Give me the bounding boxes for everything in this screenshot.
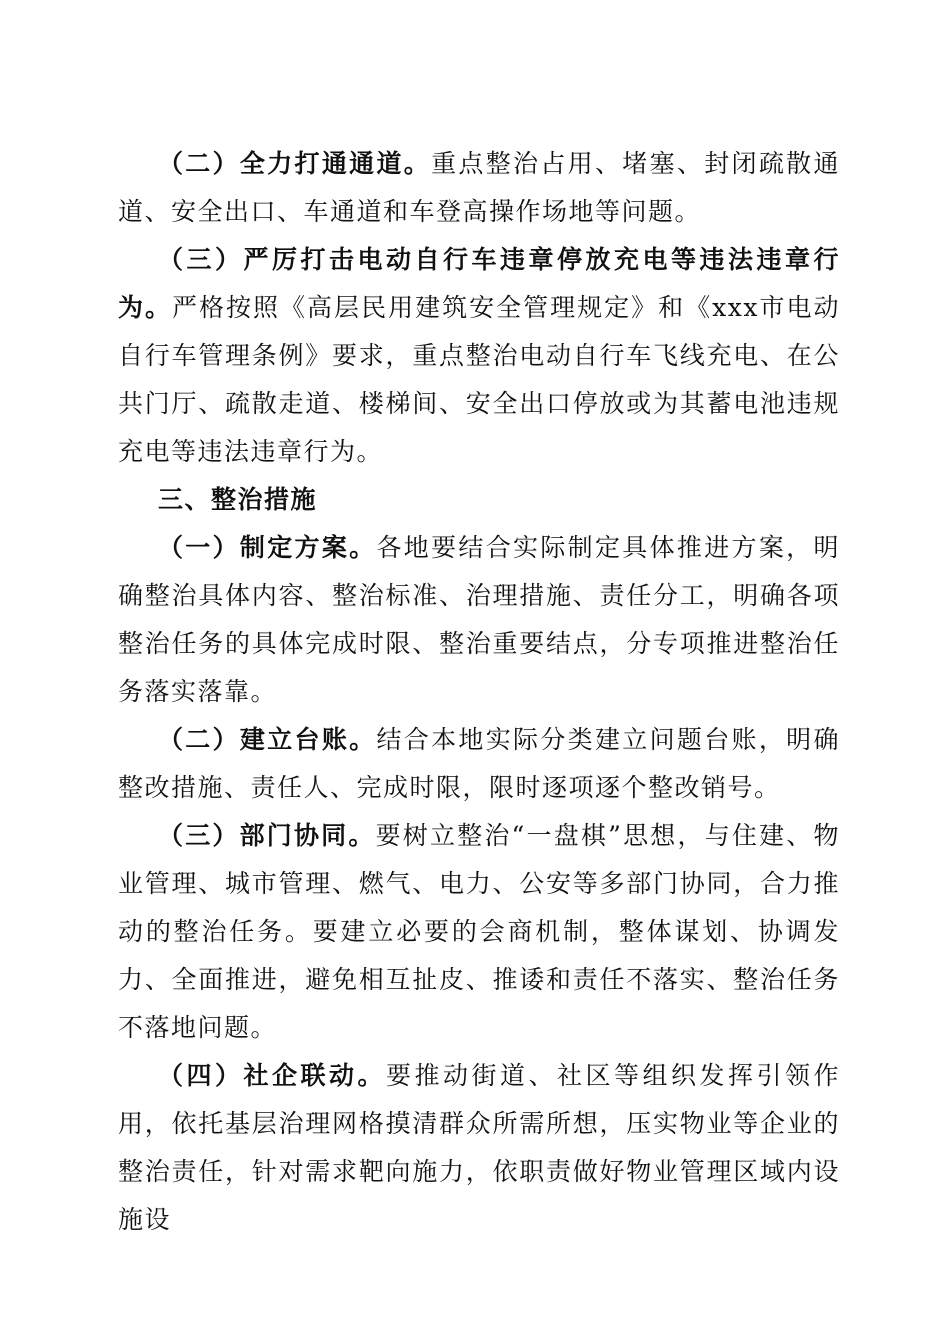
paragraph-text: 重点整治占用、堵塞、封闭疏散通道、安全出口、车通道和车登高操作场地等问题。 [118, 149, 840, 226]
paragraph-text: 严格按照《高层民用建筑安全管理规定》和《xxx市电动自行车管理条例》要求，重点整治电动自行车飞线充电、在公共门厅、疏散走道、楼梯间、安全出口停放或为其蓄电池违规充电等违法违章行为。 [118, 293, 840, 466]
measure-ledger [118, 716, 840, 812]
measure-community-linkage [118, 1052, 840, 1244]
measure-lead: （四）社企联动。 [158, 1061, 386, 1090]
measure-lead: （三）部门协同。 [158, 821, 376, 850]
paragraph-ebike-violations [118, 236, 840, 476]
paragraph-clear-passages [118, 140, 840, 236]
measure-text: 结合本地实际分类建立问题台账，明确整改措施、责任人、完成时限，限时逐项逐个整改销号。 [118, 725, 840, 802]
measure-lead: （二）建立台账。 [158, 725, 377, 754]
paragraph-lead: （二）全力打通通道。 [158, 149, 432, 178]
measure-text: 要推动街道、社区等组织发挥引领作用，依托基层治理网格摸清群众所需所想，压实物业等企业的整治责任，针对需求靶向施力，依职责做好物业管理区域内设施设 [118, 1061, 840, 1234]
measure-coordination [118, 812, 840, 1052]
measure-lead: （一）制定方案。 [158, 533, 377, 562]
measure-text: 各地要结合实际制定具体推进方案，明确整治具体内容、整治标准、治理措施、责任分工，明确各项整治任务的具体完成时限、整治重要结点，分专项推进整治任务落实落靠。 [118, 533, 840, 706]
paragraph-lead: （三）严厉打击电动自行车违章停放充电等违法违章行为。 [118, 245, 840, 322]
measure-plan [118, 524, 840, 716]
section-heading: 三、整治措施 [158, 485, 318, 514]
document-page [118, 140, 840, 1244]
measure-text: 要树立整治“一盘棋”思想，与住建、物业管理、城市管理、燃气、电力、公安等多部门协同，合力推动的整治任务。要建立必要的会商机制，整体谋划、协调发力、全面推进，避免相互扯皮、推诿和责任不落实、整治任务不落地问题。 [118, 821, 840, 1042]
